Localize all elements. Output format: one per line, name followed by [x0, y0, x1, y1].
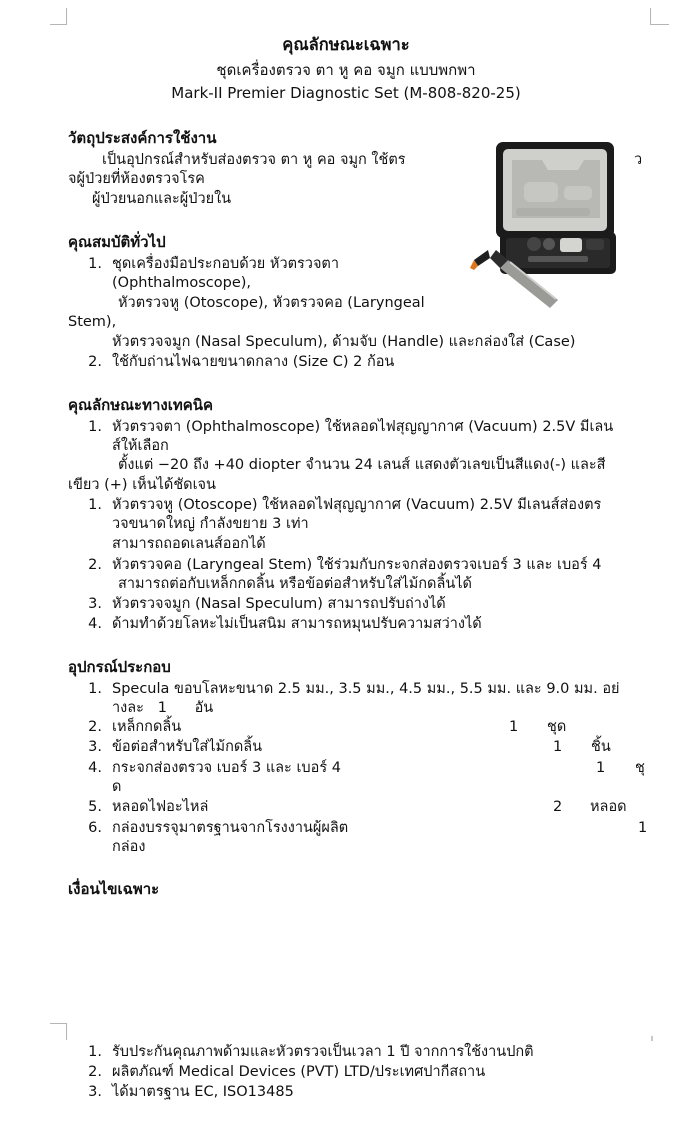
accessory-quantity: 1: [553, 739, 563, 755]
accessory-item-number: 3.: [88, 739, 102, 755]
accessory-item-line: ข้อต่อสำหรับใส่ไม้กดลิ้น: [112, 739, 263, 755]
accessory-quantity: 2: [553, 799, 563, 815]
page-corner-bottom-right: [651, 1036, 653, 1041]
accessory-item-line: กล่องบรรจุมาตรฐานจากโรงงานผู้ผลิต: [112, 820, 349, 836]
technical-item-line: หัวตรวจหู (Otoscope) ใช้หลอดไฟสุญญากาศ (Vacuum) 2.5V มีเลนส์ส่องตร: [112, 497, 602, 513]
accessory-unit: หลอด: [590, 799, 627, 815]
technical-item-line: หัวตรวจจมูก (Nasal Speculum) สามารถปรับถ่างได้: [112, 596, 446, 612]
purpose-line: ผู้ป่วยนอกและผู้ป่วยใน: [92, 191, 232, 207]
condition-item-number: 1.: [88, 1044, 102, 1060]
technical-item-line: เขียว (+) เห็นได้ชัดเจน: [68, 477, 216, 493]
technical-item-line: ส์ให้เลือก: [112, 438, 169, 454]
document-title: คุณลักษณะเฉพาะ: [282, 35, 410, 54]
accessory-item-line: กระจกส่องตรวจ เบอร์ 3 และ เบอร์ 4: [112, 760, 341, 776]
condition-item-text: ได้มาตรฐาน EC, ISO13485: [112, 1084, 294, 1100]
technical-item-line: วจขนาดใหญ่ กำลังขยาย 3 เท่า: [112, 516, 309, 532]
accessory-item-number: 5.: [88, 799, 102, 815]
technical-item-line: สามารถต่อกับเหล็กกดลิ้น หรือข้อต่อสำหรับใส่ไม้กดลิ้นได้: [118, 576, 472, 592]
accessory-unit: ชุด: [547, 719, 567, 735]
condition-item-number: 3.: [88, 1084, 102, 1100]
accessory-item-line: กล่อง: [112, 839, 146, 855]
technical-item-number: 1.: [88, 419, 102, 435]
condition-item-number: 2.: [88, 1064, 102, 1080]
purpose-line: ว: [634, 152, 643, 168]
conditions-heading: เงื่อนไขเฉพาะ: [68, 880, 160, 898]
purpose-line: เป็นอุปกรณ์สำหรับส่องตรวจ ตา หู คอ จมูก ใช้ตร: [102, 152, 406, 168]
accessory-item-line: เหล็กกดลิ้น: [112, 719, 182, 735]
technical-item-number: 2.: [88, 557, 102, 573]
general-item-line: (Ophthalmoscope),: [112, 275, 252, 291]
general-item-number: 2.: [88, 354, 102, 370]
accessory-item-number: 4.: [88, 760, 102, 776]
general-item-line: ใช้กับถ่านไฟฉายขนาดกลาง (Size C) 2 ก้อน: [112, 354, 395, 370]
general-item-number: 1.: [88, 256, 102, 272]
technical-item-line: ตั้งแต่ −20 ถึง +40 diopter จำนวน 24 เลนส์ แสดงตัวเลขเป็นสีแดง(-) และสี: [118, 457, 606, 473]
purpose-heading: วัตถุประสงค์การใช้งาน: [68, 129, 217, 147]
general-item-line: ชุดเครื่องมือประกอบด้วย หัวตรวจตา: [112, 256, 339, 272]
page-corner-bottom-left: [50, 1023, 67, 1040]
accessory-unit: ชิ้น: [591, 739, 611, 755]
page-corner-top-left: [50, 8, 67, 25]
page-corner-top-right: [650, 8, 669, 25]
accessory-quantity: 1: [509, 719, 519, 735]
accessory-item-line: างละ 1 อัน: [112, 700, 214, 716]
accessory-item-number: 2.: [88, 719, 102, 735]
accessory-quantity: 1: [638, 820, 648, 836]
accessory-item-number: 6.: [88, 820, 102, 836]
document-subtitle: ชุดเครื่องตรวจ ตา หู คอ จมูก แบบพกพา: [216, 61, 476, 79]
accessory-quantity: 1: [596, 760, 606, 776]
general-item-line: Stem),: [68, 314, 117, 330]
technical-item-line: หัวตรวจตา (Ophthalmoscope) ใช้หลอดไฟสุญญากาศ (Vacuum) 2.5V มีเลน: [112, 419, 614, 435]
condition-item-text: ผลิตภัณฑ์ Medical Devices (PVT) LTD/ประเทศปากีสถาน: [112, 1064, 486, 1080]
technical-item-number: 4.: [88, 616, 102, 632]
accessory-unit: ชุ: [635, 760, 645, 776]
diagnostic-set-image: [470, 140, 620, 310]
accessory-item-line: ด: [112, 779, 122, 795]
accessory-item-number: 1.: [88, 681, 102, 697]
technical-item-number: 3.: [88, 596, 102, 612]
purpose-line: จผู้ป่วยที่ห้องตรวจโรค: [68, 171, 205, 187]
technical-item-line: สามารถถอดเลนส์ออกได้: [112, 536, 266, 552]
condition-item-text: รับประกันคุณภาพด้ามและหัวตรวจเป็นเวลา 1 ปี จากการใช้งานปกติ: [112, 1044, 534, 1060]
accessories-heading: อุปกรณ์ประกอบ: [68, 658, 171, 676]
technical-heading: คุณลักษณะทางเทคนิค: [68, 396, 214, 414]
technical-item-line: หัวตรวจคอ (Laryngeal Stem) ใช้ร่วมกับกระจกส่องตรวจเบอร์ 3 และ เบอร์ 4: [112, 557, 602, 573]
case-lid: [496, 142, 614, 238]
technical-item-number: 1.: [88, 497, 102, 513]
model-number: Mark-II Premier Diagnostic Set (M-808-820-25): [171, 84, 521, 102]
general-item-line: หัวตรวจหู (Otoscope), หัวตรวจคอ (Laryngeal: [118, 295, 425, 311]
general-item-line: หัวตรวจจมูก (Nasal Speculum), ด้ามจับ (Handle) และกล่องใส่ (Case): [112, 334, 576, 350]
technical-item-line: ด้ามทำด้วยโลหะไม่เป็นสนิม สามารถหมุนปรับความสว่างได้: [112, 616, 482, 632]
accessory-item-line: หลอดไฟอะไหล่: [112, 799, 209, 815]
general-heading: คุณสมบัติทั่วไป: [68, 233, 166, 251]
accessory-item-line: Specula ขอบโลหะขนาด 2.5 มม., 3.5 มม., 4.5 มม., 5.5 มม. และ 9.0 มม. อย่: [112, 681, 620, 697]
